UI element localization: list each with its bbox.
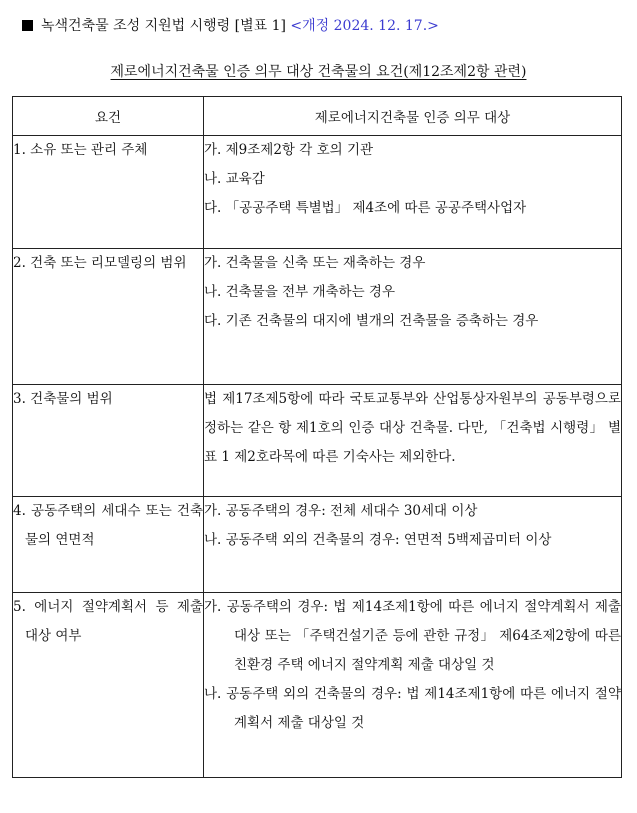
target-cell	[204, 385, 622, 497]
target-paragraph: 법 제17조제5항에 따라 국토교통부와 산업통상자원부의 공동부령으로 정하는 같은 항 제1호의 인증 대상 건축물. 다만, 「건축법 시행령」 별표 1 제2호라목에 따른 기숙사는 제외한다.	[204, 391, 621, 465]
table-header-row	[13, 97, 622, 136]
condition-text: 2. 건축 또는 리모델링의 범위	[13, 255, 187, 271]
target-cell	[204, 497, 622, 593]
requirements-table	[12, 96, 622, 778]
column-header-condition: 요건	[13, 97, 204, 136]
condition-text: 5. 에너지 절약계획서 등 제출 대상 여부	[13, 599, 203, 644]
list-item: 나. 건축물을 전부 개축하는 경우	[204, 284, 395, 300]
column-header-target: 제로에너지건축물 인증 의무 대상	[204, 97, 622, 136]
condition-cell	[13, 385, 204, 497]
condition-cell	[13, 497, 204, 593]
table-row	[13, 497, 622, 593]
condition-cell	[13, 249, 204, 385]
document-header	[22, 15, 439, 35]
condition-text: 4. 공동주택의 세대수 또는 건축물의 연면적	[13, 503, 203, 548]
condition-text: 1. 소유 또는 관리 주체	[13, 142, 148, 158]
table-caption	[0, 61, 637, 81]
table-row	[13, 593, 622, 778]
list-item: 가. 제9조제2항 각 호의 기관	[204, 142, 374, 158]
black-square-icon	[22, 20, 33, 31]
condition-cell	[13, 593, 204, 778]
table-caption-text: 제로에너지건축물 인증 의무 대상 건축물의 요건(제12조제2항 관련)	[110, 64, 527, 80]
target-cell	[204, 249, 622, 385]
list-item: 나. 교육감	[204, 171, 265, 187]
list-item: 나. 공동주택 외의 건축물의 경우: 연면적 5백제곱미터 이상	[204, 532, 552, 548]
target-cell	[204, 136, 622, 249]
list-item: 가. 공동주택의 경우: 법 제14조제1항에 따른 에너지 절약계획서 제출 대상 또는 「주택건설기준 등에 관한 규정」 제64조제2항에 따른 친환경 주택 에너지 절약계획 제출 대상일 것	[204, 599, 621, 673]
list-item: 가. 건축물을 신축 또는 재축하는 경우	[204, 255, 426, 271]
table-row	[13, 385, 622, 497]
table-row	[13, 136, 622, 249]
list-item: 나. 공동주택 외의 건축물의 경우: 법 제14조제1항에 따른 에너지 절약계획서 제출 대상일 것	[204, 686, 621, 731]
condition-text: 3. 건축물의 범위	[13, 391, 113, 407]
condition-cell	[13, 136, 204, 249]
target-cell	[204, 593, 622, 778]
list-item: 가. 공동주택의 경우: 전체 세대수 30세대 이상	[204, 503, 478, 519]
table-row	[13, 249, 622, 385]
document-title: 녹색건축물 조성 지원법 시행령 [별표 1]	[41, 18, 286, 34]
list-item: 다. 기존 건축물의 대지에 별개의 건축물을 증축하는 경우	[204, 313, 539, 329]
list-item: 다. 「공공주택 특별법」 제4조에 따른 공공주택사업자	[204, 200, 527, 216]
revision-date-link[interactable]: <개정 2024. 12. 17.>	[290, 18, 439, 34]
